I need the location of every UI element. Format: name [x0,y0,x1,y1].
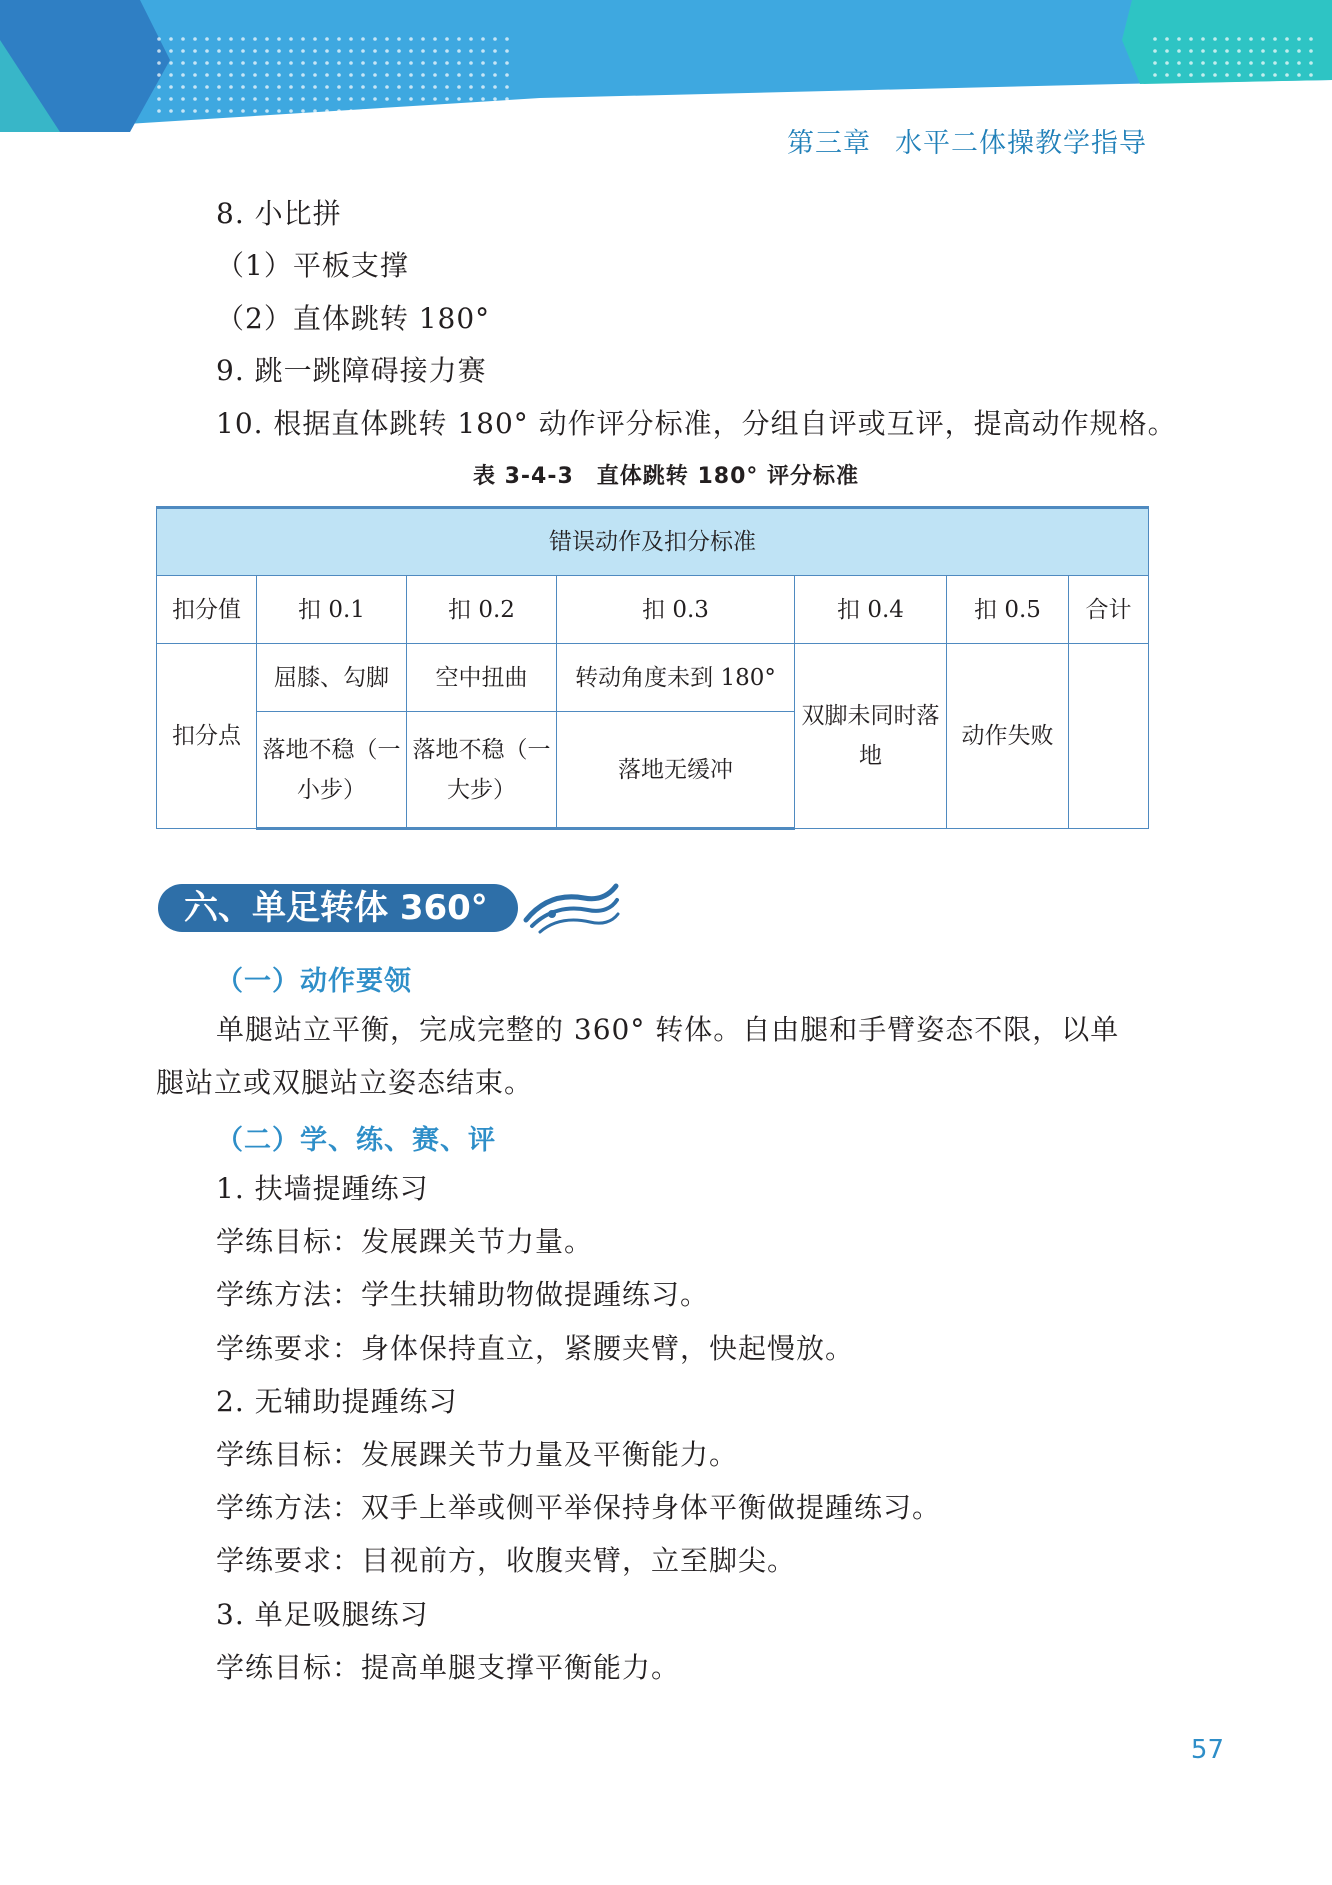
wave-icon [522,880,620,936]
chapter-header [787,121,1147,160]
practice-line: 2. 无辅助提踵练习 [216,1385,458,1418]
item-9: 9. 跳一跳障碍接力赛 [216,354,487,387]
header-banner [0,0,1332,140]
deduction-point-cell: 转动角度未到 180° [557,644,795,712]
deduction-value-cell: 扣 0.2 [407,576,557,644]
deduction-point-cell: 空中扭曲 [407,644,557,712]
deduction-point-label: 扣分点 [157,644,257,829]
scoring-table [156,506,1149,830]
deduction-point-cell: 落地无缓冲 [557,712,795,829]
total-value-cell [1069,644,1149,829]
practice-line: 学练目标：提高单腿支撑平衡能力。 [216,1651,681,1684]
item-8: 8. 小比拼 [216,197,342,230]
deduction-value-cell: 扣 0.3 [557,576,795,644]
practice-line: 学练目标：发展踝关节力量。 [216,1225,594,1258]
item-8-2: （2）直体跳转 180° [216,302,491,335]
practice-line: 学练要求：目视前方，收腹夹臂，立至脚尖。 [216,1544,797,1577]
deduction-point-cell: 屈膝、勾脚 [257,644,407,712]
chapter-title: 水平二体操教学指导 [895,128,1147,159]
paragraph-line: 腿站立或双腿站立姿态结束。 [156,1066,534,1099]
page-number: 57 [1190,1735,1224,1765]
practice-line: 学练目标：发展踝关节力量及平衡能力。 [216,1438,739,1471]
deduction-point-cell: 双脚未同时落地 [795,644,947,829]
deduction-value-cell: 扣 0.5 [947,576,1069,644]
practice-line: 学练方法：学生扶辅助物做提踵练习。 [216,1278,710,1311]
deduction-value-label: 扣分值 [157,576,257,644]
total-label-cell: 合计 [1069,576,1149,644]
subheading-practice: （二）学、练、赛、评 [216,1125,496,1156]
section-title: 六、单足转体 360° [184,888,488,928]
practice-line: 3. 单足吸腿练习 [216,1598,429,1631]
practice-line: 学练方法：双手上举或侧平举保持身体平衡做提踵练习。 [216,1491,942,1524]
deduction-point-cell: 动作失败 [947,644,1069,829]
subheading-essentials: （一）动作要领 [216,966,412,997]
chapter-number: 第三章 [787,128,871,159]
deduction-value-cell: 扣 0.4 [795,576,947,644]
item-10: 10. 根据直体跳转 180° 动作评分标准，分组自评或互评，提高动作规格。 [216,407,1177,440]
table-header-cell: 错误动作及扣分标准 [157,508,1149,576]
deduction-value-cell: 扣 0.1 [257,576,407,644]
deduction-point-cell: 落地不稳（一小步） [257,712,407,829]
table-caption: 表 3-4-3 直体跳转 180° 评分标准 [472,464,860,489]
deduction-point-cell: 落地不稳（一大步） [407,712,557,829]
item-8-1: （1）平板支撑 [216,249,409,282]
paragraph-line: 单腿站立平衡，完成完整的 360° 转体。自由腿和手臂姿态不限，以单 [216,1013,1120,1046]
practice-line: 1. 扶墙提踵练习 [216,1172,429,1205]
practice-line: 学练要求：身体保持直立，紧腰夹臂，快起慢放。 [216,1332,855,1365]
